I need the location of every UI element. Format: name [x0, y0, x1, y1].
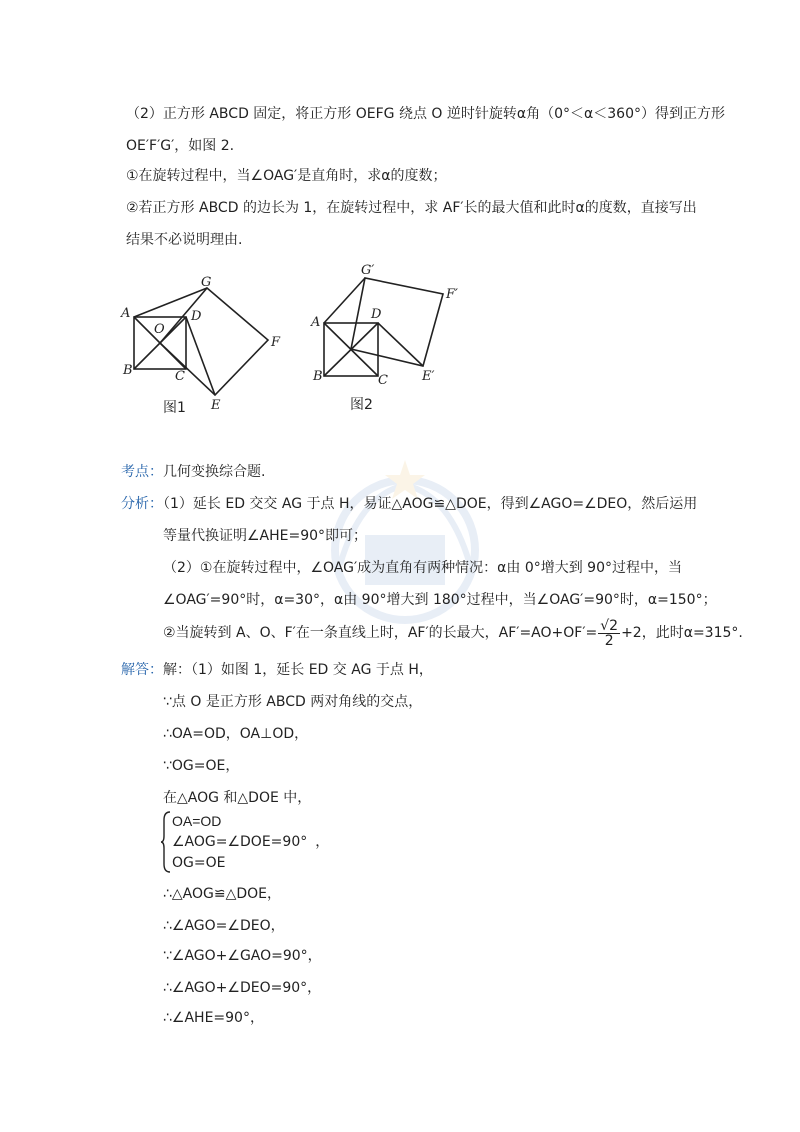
jieda-line-5: 在△AOG 和△DOE 中， [163, 790, 312, 806]
fig2-caption: 图2 [350, 397, 373, 413]
system-eq-2 [172, 832, 329, 852]
fig2-label-D: D [371, 307, 382, 322]
kaodian-text: 几何变换综合题. [163, 464, 266, 480]
jieda-line-9: ∴∠AGO+∠DEO=90°， [163, 980, 322, 996]
jieda-line-2: ∵点 O 是正方形 ABCD 两对角线的交点， [163, 694, 423, 710]
fig2-label-B: B [313, 369, 323, 384]
system-eq-2-tail: ， [315, 834, 330, 850]
fenxi-line-1 [121, 494, 697, 514]
jieda-text-1: 解：（1）如图 1，延长 ED 交 AG 于点 H， [163, 662, 433, 678]
problem-line-2: OE′F′G′，如图 2. [126, 138, 235, 154]
fig2-label-E: E′ [422, 369, 435, 384]
problem-line-1: （2）正方形 ABCD 固定，将正方形 OEFG 绕点 O 逆时针旋转α角（0°＜α＜360°）得到正方形 [126, 106, 725, 122]
problem-line-4: ②若正方形 ABCD 的边长为 1，在旋转过程中，求 AF′长的最大值和此时α的度数，直接写出 [126, 200, 697, 216]
fig1-label-G: G [201, 275, 212, 290]
fenxi-text-5a: ②当旋转到 A、O、F′在一条直线上时，AF′的长最大，AF′=AO+OF′= [163, 625, 598, 641]
fenxi-text-1: （1）延长 ED 交交 AG 于点 H，易证△AOG≌△DOE，得到∠AGO=∠DEO，然后运用 [163, 496, 698, 512]
problem-line-3: ①在旋转过程中，当∠OAG′是直角时，求α的度数； [126, 168, 447, 184]
jieda-line-7: ∴∠AGO=∠DEO， [163, 918, 285, 934]
jieda-line-3: ∴OA=OD，OA⊥OD， [163, 726, 309, 742]
fig1-label-C: C [175, 369, 185, 384]
problem-line-5: 结果不必说明理由. [126, 232, 243, 248]
fig1-label-F: F [271, 335, 281, 350]
fenxi-text-5b: +2，此时α=315°. [621, 625, 743, 641]
jieda-line-10: ∴∠AHE=90°， [163, 1010, 264, 1026]
jieda-line-6: ∴△AOG≌△DOE， [163, 886, 282, 902]
fraction-numerator: √2 [600, 617, 619, 634]
jieda-line-4: ∵OG=OE， [163, 758, 240, 774]
fig1-caption: 图1 [163, 400, 186, 416]
jieda-label: 解答： [121, 662, 163, 678]
system-eq-2-text: ∠AOG=∠DOE=90° [172, 834, 308, 850]
fig1-label-E: E [211, 398, 221, 413]
fig2-label-A: A [311, 315, 321, 330]
system-eq-3: OG=OE [172, 855, 226, 871]
fig1-label-D: D [191, 309, 202, 324]
fenxi-line-2: 等量代换证明∠AHE=90°即可； [163, 528, 368, 544]
fig2-label-G: G′ [361, 263, 375, 278]
fig1-label-O: O [154, 322, 165, 337]
fraction-sqrt2-over-2 [598, 619, 620, 648]
fig1-label-B: B [123, 363, 133, 378]
jieda-line-8: ∵∠AGO+∠GAO=90°， [163, 948, 322, 964]
fenxi-line-3: （2）①在旋转过程中，∠OAG′成为直角有两种情况：α由 0°增大到 90°过程中，当 [163, 560, 682, 576]
system-brace [160, 810, 172, 874]
fenxi-line-5 [163, 618, 743, 648]
fig1-label-A: A [121, 306, 131, 321]
fig2-label-C: C [378, 373, 388, 388]
figure-2 [305, 258, 475, 418]
fenxi-line-4: ∠OAG′=90°时，α=30°，α由 90°增大到 180°过程中，当∠OAG′=90°时，α=150°； [163, 592, 717, 608]
fenxi-label: 分析： [121, 496, 163, 512]
system-eq-1: OA=OD [172, 813, 222, 829]
kaodian-line [121, 462, 265, 482]
kaodian-label: 考点： [121, 464, 163, 480]
figure-1 [115, 270, 290, 420]
jieda-line-1 [121, 660, 433, 680]
fig2-label-F: F′ [446, 287, 458, 302]
fraction-denominator: 2 [604, 632, 614, 649]
